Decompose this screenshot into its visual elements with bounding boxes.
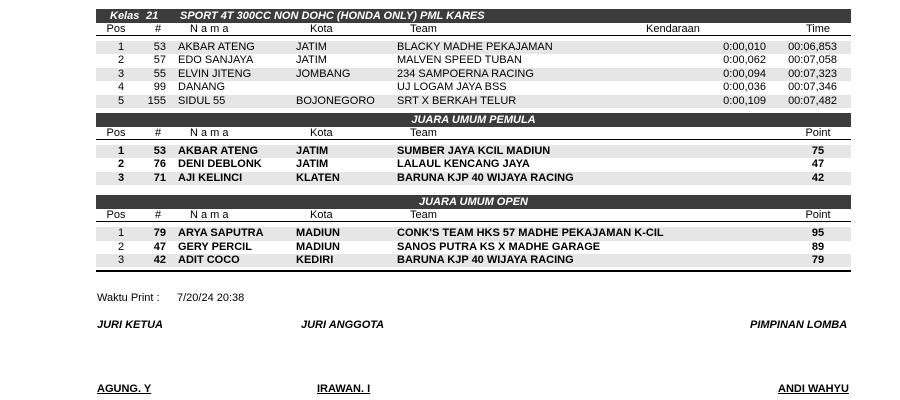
row-kota: JATIM: [296, 158, 329, 171]
row-gap: 0:00,010: [723, 41, 766, 53]
col-no: #: [154, 23, 162, 35]
pemula-list: [96, 145, 851, 185]
row-kota: BOJONEGORO: [296, 94, 375, 107]
pemula-header-bar: [96, 113, 851, 127]
bottom-divider: [96, 270, 851, 272]
kelas-label: Kelas: [110, 10, 140, 22]
row-kota: JATIM: [296, 54, 327, 67]
print-time-value: 7/20/24 20:38: [177, 292, 245, 304]
juri-ketua-name: AGUNG. Y: [97, 383, 152, 395]
col-pos: Pos: [106, 209, 126, 222]
row-time: 00:07,058: [788, 54, 837, 67]
class-header-bar: [96, 9, 851, 23]
juri-anggota-name: IRAWAN. I: [317, 383, 371, 395]
row-team: BLACKY MADHE PEKAJAMAN: [397, 41, 553, 53]
pemula-row: [96, 172, 851, 185]
row-no: 155: [147, 94, 166, 107]
row-pos: 2: [117, 158, 125, 171]
col-pos: Pos: [106, 126, 126, 139]
pimpinan-title: PIMPINAN LOMBA: [750, 319, 848, 331]
row-point: 42: [811, 171, 825, 184]
col-nama: N a m a: [190, 126, 229, 139]
open-row: [96, 227, 851, 240]
row-nama: DANANG: [178, 81, 226, 94]
row-no: 79: [153, 227, 166, 240]
row-point: 75: [811, 144, 825, 157]
row-kota: JATIM: [296, 144, 329, 157]
row-point: 79: [811, 253, 825, 266]
row-team: LALAUL KENCANG JAYA: [397, 158, 530, 171]
results-sheet: [96, 9, 851, 272]
open-list: [96, 227, 851, 267]
row-pos: 3: [117, 67, 125, 80]
row-team: SANOS PUTRA KS X MADHE GARAGE: [397, 240, 601, 253]
row-nama: AKBAR ATENG: [178, 41, 255, 53]
row-team: BARUNA KJP 40 WIJAYA RACING: [397, 253, 574, 266]
row-nama: GERY PERCIL: [178, 240, 252, 253]
row-point: 47: [811, 158, 825, 171]
row-no: 57: [153, 54, 166, 67]
row-no: 71: [153, 171, 166, 184]
row-pos: 4: [117, 81, 125, 94]
open-row: [96, 254, 851, 267]
row-gap: 0:00,109: [723, 94, 766, 107]
row-nama: ELVIN JITENG: [178, 67, 252, 80]
col-team: Team: [410, 209, 437, 222]
juri-anggota-title: JURI ANGGOTA: [301, 319, 385, 331]
row-gap: 0:00,094: [723, 67, 766, 80]
row-no: 42: [153, 253, 166, 266]
row-pos: 5: [117, 94, 125, 107]
row-team: MALVEN SPEED TUBAN: [397, 54, 522, 67]
pemula-row: [96, 145, 851, 158]
row-no: 55: [153, 67, 166, 80]
col-kendaraan: Kendaraan: [646, 23, 700, 35]
juri-ketua-title: JURI KETUA: [97, 319, 164, 331]
pemula-row: [96, 158, 851, 171]
pemula-column-header: [96, 127, 851, 139]
row-pos: 2: [117, 54, 125, 67]
open-title: JUARA UMUM OPEN: [419, 196, 528, 209]
row-kota: KLATEN: [296, 171, 340, 184]
row-pos: 1: [117, 227, 125, 240]
row-team: CONK'S TEAM HKS 57 MADHE PEKAJAMAN K-CIL: [397, 227, 664, 240]
row-nama: DENI DEBLONK: [178, 158, 262, 171]
col-no: #: [154, 126, 162, 139]
row-kota: MADIUN: [296, 227, 340, 240]
row-nama: AKBAR ATENG: [178, 144, 259, 157]
row-nama: ARYA SAPUTRA: [178, 227, 264, 240]
row-gap: 0:00,062: [723, 54, 766, 67]
row-kota: KEDIRI: [296, 253, 334, 266]
row-kota: MADIUN: [296, 240, 340, 253]
pimpinan-name: ANDI WAHYU: [778, 383, 849, 395]
col-point: Point: [805, 209, 831, 222]
race-row: [96, 68, 851, 81]
race-row: [96, 81, 851, 94]
kelas-number: 21: [146, 10, 159, 22]
row-no: 99: [153, 81, 166, 94]
col-kota: Kota: [310, 209, 333, 222]
row-pos: 3: [117, 253, 125, 266]
race-row: [96, 54, 851, 67]
row-pos: 3: [117, 171, 125, 184]
row-time: 00:06,853: [788, 41, 837, 53]
open-row: [96, 241, 851, 254]
race-results-list: [96, 41, 851, 108]
row-no: 76: [153, 158, 166, 171]
print-time-label: Waktu Print :: [97, 292, 160, 304]
row-time: 00:07,482: [788, 94, 837, 107]
row-kota: JOMBANG: [296, 67, 351, 80]
row-nama: ADIT COCO: [178, 253, 240, 266]
row-team: UJ LOGAM JAYA BSS: [397, 81, 507, 94]
col-team: Team: [410, 126, 437, 139]
open-column-header: [96, 209, 851, 221]
row-nama: EDO SANJAYA: [178, 54, 254, 67]
row-team: SRT X BERKAH TELUR: [397, 94, 517, 107]
col-no: #: [154, 209, 162, 222]
col-team: Team: [410, 23, 437, 35]
race-row: [96, 95, 851, 108]
row-pos: 1: [117, 41, 125, 53]
row-time: 00:07,346: [788, 81, 837, 94]
row-pos: 1: [117, 144, 125, 157]
race-column-header: [96, 23, 851, 35]
row-team: SUMBER JAYA KCIL MADIUN: [397, 144, 551, 157]
row-time: 00:07,323: [788, 67, 837, 80]
row-point: 89: [811, 240, 825, 253]
col-nama: N a m a: [190, 209, 229, 222]
row-team: 234 SAMPOERNA RACING: [397, 67, 534, 80]
row-kota: JATIM: [296, 41, 327, 53]
row-no: 53: [153, 144, 166, 157]
class-title: SPORT 4T 300CC NON DOHC (HONDA ONLY) PML KARES: [180, 10, 485, 22]
col-kota: Kota: [310, 23, 333, 35]
row-gap: 0:00,036: [723, 81, 766, 94]
row-team: BARUNA KJP 40 WIJAYA RACING: [397, 171, 574, 184]
row-nama: AJI KELINCI: [178, 171, 243, 184]
row-no: 53: [153, 41, 166, 53]
pemula-title: JUARA UMUM PEMULA: [411, 113, 536, 126]
row-no: 47: [153, 240, 166, 253]
col-time: Time: [805, 23, 831, 35]
race-row: [96, 41, 851, 54]
row-point: 95: [811, 227, 825, 240]
col-nama: N a m a: [190, 23, 229, 35]
open-header-bar: [96, 195, 851, 209]
row-nama: SIDUL 55: [178, 94, 226, 107]
row-pos: 2: [117, 240, 125, 253]
col-point: Point: [805, 126, 831, 139]
col-kota: Kota: [310, 126, 333, 139]
col-pos: Pos: [106, 23, 126, 35]
